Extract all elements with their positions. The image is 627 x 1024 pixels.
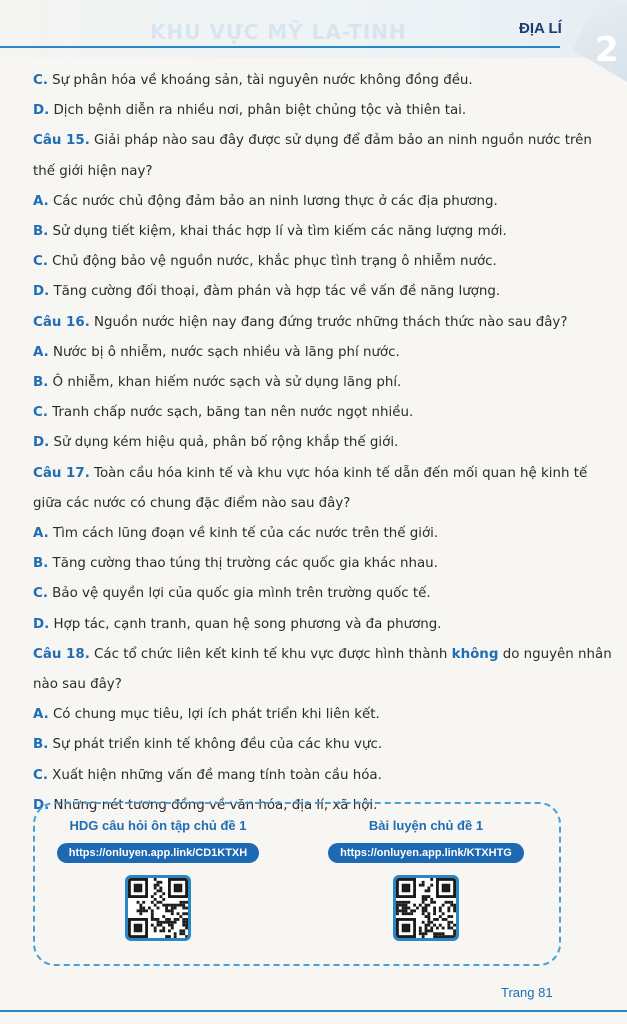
question-number: Câu 16. xyxy=(33,314,90,330)
answer-option xyxy=(33,761,593,791)
footer-rule xyxy=(0,1010,627,1012)
option-text: Ô nhiễm, khan hiếm nước sạch và sử dụng lãng phí. xyxy=(48,375,402,391)
option-text: Có chung mục tiêu, lợi ích phát triển khi liên kết. xyxy=(48,707,380,723)
answer-option xyxy=(33,187,593,217)
question-text: Giải pháp nào sau đây được sử dụng để đảm bảo an ninh nguồn nước trên xyxy=(89,133,592,149)
answer-option xyxy=(33,217,593,247)
answer-option xyxy=(33,549,593,579)
question-text: Nguồn nước hiện nay đang đứng trước những thách thức nào sau đây? xyxy=(89,314,568,330)
answer-option xyxy=(33,398,593,428)
qr-code-icon[interactable] xyxy=(125,875,191,941)
option-text: Tăng cường thao túng thị trường các quốc gia khác nhau. xyxy=(48,556,438,572)
answer-option xyxy=(33,730,593,760)
question-text: giữa các nước có chung đặc điểm nào sau đây? xyxy=(33,495,351,511)
option-text: Hợp tác, cạnh tranh, quan hệ song phương và đa phương. xyxy=(49,616,442,632)
option-text: Xuất hiện những vấn đề mang tính toàn cầu hóa. xyxy=(47,767,382,783)
resource-box xyxy=(33,802,561,966)
option-text: Sử dụng tiết kiệm, khai thác hợp lí và tìm kiếm các năng lượng mới. xyxy=(48,224,507,240)
text-line xyxy=(33,66,593,96)
option-label: A. xyxy=(33,707,49,723)
option-text: Bảo vệ quyền lợi của quốc gia mình trên trường quốc tế. xyxy=(47,586,431,602)
question-number: Câu 18. xyxy=(33,646,90,662)
resource-link-button[interactable]: https://onluyen.app.link/KTXHTG xyxy=(328,843,524,863)
chapter-watermark-title: KHU VỰC MỸ LA-TINH xyxy=(150,20,407,44)
resource-practice xyxy=(311,804,541,941)
option-label: C. xyxy=(33,254,48,270)
question-17 xyxy=(33,459,593,489)
option-label: B. xyxy=(33,375,49,391)
option-label: C. xyxy=(33,767,48,783)
question-15 xyxy=(33,126,593,156)
option-text: Chủ động bảo vệ nguồn nước, khắc phục tình trạng ô nhiễm nước. xyxy=(47,254,497,270)
option-label: A. xyxy=(33,344,49,360)
answer-option xyxy=(33,428,593,458)
answer-option xyxy=(33,277,593,307)
question-text: Các tổ chức liên kết kinh tế khu vực được hình thành xyxy=(89,646,452,662)
option-label: C. xyxy=(33,586,48,602)
answer-option xyxy=(33,579,593,609)
option-label: A. xyxy=(33,526,49,542)
chapter-badge-number: 2 xyxy=(595,30,619,70)
option-label: D. xyxy=(33,435,50,451)
question-content xyxy=(33,66,612,821)
option-label: C. xyxy=(33,405,48,421)
question-continuation xyxy=(33,489,593,519)
question-text: Toàn cầu hóa kinh tế và khu vực hóa kinh tế dẫn đến mối quan hệ kinh tế xyxy=(89,465,588,481)
resource-hdg xyxy=(43,804,273,941)
question-continuation xyxy=(33,157,593,187)
answer-option xyxy=(33,247,593,277)
question-text: do nguyên nhân xyxy=(498,646,612,662)
option-label: B. xyxy=(33,224,49,240)
option-label: D. xyxy=(33,103,50,119)
question-16 xyxy=(33,308,593,338)
answer-option xyxy=(33,368,593,398)
page-header xyxy=(0,0,627,70)
option-text: Tranh chấp nước sạch, băng tan nên nước ngọt nhiều. xyxy=(47,405,414,421)
option-text: Tìm cách lũng đoạn về kinh tế của các nước trên thế giới. xyxy=(48,526,439,542)
question-18 xyxy=(33,640,612,670)
option-label: D. xyxy=(33,797,50,813)
option-text: Những nét tương đồng về văn hóa, địa lí, xã hội. xyxy=(49,797,378,813)
text-line xyxy=(33,96,593,126)
option-label: B. xyxy=(33,737,49,753)
question-text: thế giới hiện nay? xyxy=(33,163,153,179)
page-number: Trang 81 xyxy=(501,985,553,1000)
header-rule xyxy=(0,46,560,48)
question-number: Câu 17. xyxy=(33,465,90,481)
option-text: Dịch bệnh diễn ra nhiều nơi, phân biệt chủng tộc và thiên tai. xyxy=(49,103,467,119)
answer-option xyxy=(33,338,593,368)
resource-link-button[interactable]: https://onluyen.app.link/CD1KTXH xyxy=(57,843,259,863)
resource-title: Bài luyện chủ đề 1 xyxy=(368,818,484,833)
option-text: Sự phân hóa về khoáng sản, tài nguyên nước không đồng đều. xyxy=(47,73,473,88)
question-continuation xyxy=(33,670,593,700)
option-label: D. xyxy=(33,284,50,300)
option-label: D. xyxy=(33,616,50,632)
option-label: B. xyxy=(33,556,49,572)
option-text: Sử dụng kém hiệu quả, phân bố rộng khắp thế giới. xyxy=(49,435,399,451)
resource-title: HDG câu hỏi ôn tập chủ đề 1 xyxy=(69,818,247,833)
option-text: Tăng cường đối thoại, đàm phán và hợp tác về vấn đề năng lượng. xyxy=(49,284,501,300)
option-label: C. xyxy=(33,73,48,88)
option-text: Sự phát triển kinh tế không đều của các khu vực. xyxy=(48,737,383,753)
option-label: A. xyxy=(33,193,49,209)
answer-option xyxy=(33,610,593,640)
question-text: nào sau đây? xyxy=(33,677,122,693)
option-text: Nước bị ô nhiễm, nước sạch nhiều và lãng phí nước. xyxy=(48,344,400,360)
answer-option xyxy=(33,700,593,730)
qr-code-icon[interactable] xyxy=(393,875,459,941)
answer-option xyxy=(33,519,593,549)
subject-title: ĐỊA LÍ xyxy=(519,20,562,37)
option-text: Các nước chủ động đảm bảo an ninh lương thực ở các địa phương. xyxy=(48,193,498,209)
negation-emphasis: không xyxy=(451,646,499,662)
question-number: Câu 15. xyxy=(33,133,90,149)
